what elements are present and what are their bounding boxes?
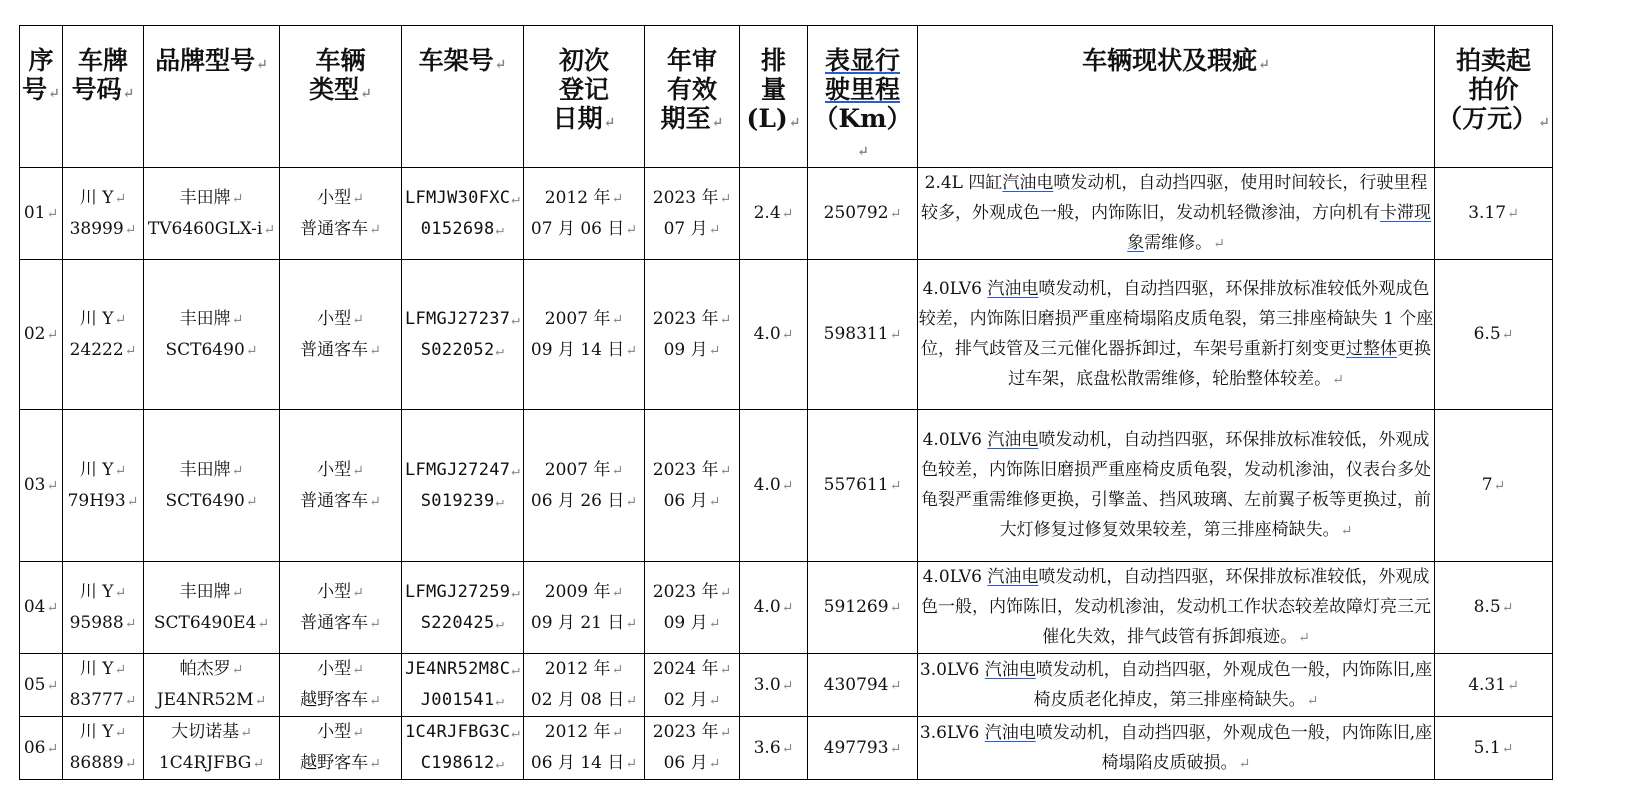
auction-vehicle-table (19, 25, 1553, 780)
paragraph-mark: ↵ (231, 190, 244, 207)
paragraph-mark: ↵ (708, 756, 721, 772)
paragraph-mark: ↵ (781, 740, 794, 757)
paragraph-mark: ↵ (245, 342, 258, 359)
cell-starting-price: 8.5↵ (1435, 562, 1553, 654)
paragraph-mark: ↵ (46, 327, 59, 343)
paragraph-mark: ↵ (124, 342, 137, 359)
paragraph-mark: ↵ (1258, 57, 1270, 73)
paragraph-mark: ↵ (240, 725, 252, 741)
paragraph-mark: ↵ (231, 584, 244, 601)
cell-vehicle-type: 小型↵ 普通客车↵ (280, 562, 402, 654)
paragraph-mark: ↵ (781, 600, 794, 616)
cell-registration-date: 2012 年↵ 02 月 08 日↵ (524, 654, 645, 717)
paragraph-mark: ↵ (511, 190, 521, 207)
cell-inspection-valid: 2023 年↵ 09 月↵ (645, 562, 740, 654)
paragraph-mark: ↵ (708, 493, 721, 510)
paragraph-mark: ↵ (360, 86, 372, 102)
cell-model: 丰田牌↵ TV6460GLX-i↵ (144, 168, 280, 260)
paragraph-mark: ↵ (495, 221, 505, 238)
paragraph-mark: ↵ (122, 86, 135, 102)
cell-condition: 3.6LV6 汽油电喷发动机，自动挡四驱，外观成色一般，内饰陈旧,座椅塌陷皮质破损。↵ (918, 717, 1435, 780)
paragraph-mark: ↵ (352, 311, 364, 328)
cell-mileage: 497793↵ (808, 717, 918, 780)
paragraph-mark: ↵ (369, 493, 381, 510)
paragraph-mark: ↵ (124, 615, 137, 632)
paragraph-mark: ↵ (231, 311, 244, 328)
header-inspection-valid: 年审 有效 期至↵ (645, 26, 740, 168)
cell-displacement: 4.0↵ (740, 410, 808, 562)
cell-inspection-valid: 2023 年↵ 09 月↵ (645, 260, 740, 410)
cell-plate: 川 Y↵ 95988↵ (63, 562, 144, 654)
underlined-term: 汽油电 (984, 722, 1036, 743)
paragraph-mark: ↵ (256, 57, 268, 73)
table-row (20, 562, 1553, 654)
paragraph-mark: ↵ (611, 462, 624, 479)
paragraph-mark: ↵ (124, 756, 137, 772)
cell-vehicle-type: 小型↵ 普通客车↵ (280, 260, 402, 410)
cell-inspection-valid: 2023 年↵ 07 月↵ (645, 168, 740, 260)
cell-plate: 川 Y↵ 83777↵ (63, 654, 144, 717)
paragraph-mark: ↵ (625, 221, 638, 238)
paragraph-mark: ↵ (114, 462, 127, 479)
header-mileage: 表显行 驶里程 （Km）↵ (808, 26, 918, 168)
paragraph-mark: ↵ (369, 756, 381, 772)
paragraph-mark: ↵ (495, 615, 505, 632)
paragraph-mark: ↵ (495, 342, 505, 359)
paragraph-mark: ↵ (352, 662, 364, 678)
paragraph-mark: ↵ (231, 462, 244, 479)
cell-plate: 川 Y↵ 86889↵ (63, 717, 144, 780)
header-plate: 车牌 号码↵ (63, 26, 144, 168)
paragraph-mark: ↵ (495, 756, 505, 772)
cell-starting-price: 6.5↵ (1435, 260, 1553, 410)
cell-model: 丰田牌↵ SCT6490E4↵ (144, 562, 280, 654)
paragraph-mark: ↵ (603, 115, 616, 131)
cell-mileage: 250792↵ (808, 168, 918, 260)
paragraph-mark: ↵ (711, 115, 724, 131)
paragraph-mark: ↵ (1340, 523, 1353, 539)
paragraph-mark: ↵ (1507, 677, 1519, 694)
paragraph-mark: ↵ (611, 725, 624, 741)
paragraph-mark: ↵ (1501, 740, 1514, 757)
cell-vin: LFMJW30FXC↵ 0152698↵ (402, 168, 524, 260)
paragraph-mark: ↵ (889, 677, 902, 694)
paragraph-mark: ↵ (611, 311, 624, 328)
paragraph-mark: ↵ (352, 584, 364, 601)
paragraph-mark: ↵ (719, 462, 732, 479)
table-row (20, 410, 1553, 562)
paragraph-mark: ↵ (708, 615, 721, 632)
paragraph-mark: ↵ (114, 190, 127, 207)
underlined-term: 汽油电 (987, 567, 1039, 587)
cell-plate: 川 Y↵ 24222↵ (63, 260, 144, 410)
paragraph-mark: ↵ (781, 206, 794, 222)
header-seq: 序 号↵ (20, 26, 63, 168)
paragraph-mark: ↵ (369, 615, 381, 632)
paragraph-mark: ↵ (511, 725, 521, 741)
paragraph-mark: ↵ (625, 693, 638, 709)
paragraph-mark: ↵ (719, 190, 732, 207)
cell-condition: 2.4L 四缸汽油电喷发动机，自动挡四驱，使用时间较长，行驶里程较多，外观成色一般，内饰陈旧，发动机轻微渗油，方向机有卡滞现象需维修。↵ (918, 168, 1435, 260)
cell-registration-date: 2009 年↵ 09 月 21 日↵ (524, 562, 645, 654)
paragraph-mark: ↵ (625, 615, 638, 632)
underlined-term: 汽油电 (987, 430, 1039, 450)
cell-model: 丰田牌↵ SCT6490↵ (144, 260, 280, 410)
cell-displacement: 3.0↵ (740, 654, 808, 717)
paragraph-mark: ↵ (625, 342, 638, 359)
paragraph-mark: ↵ (511, 662, 521, 678)
cell-condition: 4.0LV6 汽油电喷发动机，自动挡四驱，环保排放标准较低，外观成色一般，内饰陈旧，发动机渗油，发动机工作状态较差故障灯亮三元催化失效，排气歧管有拆卸痕迹。↵ (918, 562, 1435, 654)
paragraph-mark: ↵ (124, 693, 137, 709)
paragraph-mark: ↵ (708, 221, 721, 238)
paragraph-mark: ↵ (1501, 600, 1514, 616)
cell-mileage: 430794↵ (808, 654, 918, 717)
paragraph-mark: ↵ (889, 206, 902, 222)
paragraph-mark: ↵ (263, 221, 276, 238)
paragraph-mark: ↵ (495, 693, 505, 709)
cell-registration-date: 2007 年↵ 06 月 26 日↵ (524, 410, 645, 562)
cell-vin: JE4NR52M8C↵ J001541↵ (402, 654, 524, 717)
header-vehicle-type: 车辆 类型↵ (280, 26, 402, 168)
paragraph-mark: ↵ (1493, 478, 1506, 494)
paragraph-mark: ↵ (708, 342, 721, 359)
paragraph-mark: ↵ (708, 693, 721, 709)
underlined-term: 汽油电 (1002, 173, 1054, 193)
table-row (20, 260, 1553, 410)
paragraph-mark: ↵ (889, 478, 902, 494)
paragraph-mark: ↵ (46, 206, 59, 222)
paragraph-mark: ↵ (1238, 755, 1251, 772)
cell-displacement: 2.4↵ (740, 168, 808, 260)
cell-starting-price: 7↵ (1435, 410, 1553, 562)
header-model: 品牌型号↵ (144, 26, 280, 168)
paragraph-mark: ↵ (245, 493, 258, 510)
paragraph-mark: ↵ (1298, 630, 1310, 646)
paragraph-mark: ↵ (114, 584, 127, 601)
cell-vehicle-type: 小型↵ 越野客车↵ (280, 654, 402, 717)
paragraph-mark: ↵ (625, 493, 638, 510)
cell-registration-date: 2012 年↵ 06 月 14 日↵ (524, 717, 645, 780)
cell-displacement: 4.0↵ (740, 260, 808, 410)
paragraph-mark: ↵ (1332, 372, 1344, 388)
paragraph-mark: ↵ (719, 662, 732, 678)
paragraph-mark: ↵ (254, 693, 267, 709)
paragraph-mark: ↵ (231, 662, 244, 678)
cell-seq: 01↵ (20, 168, 63, 260)
cell-seq: 06↵ (20, 717, 63, 780)
paragraph-mark: ↵ (494, 57, 507, 73)
cell-mileage: 591269↵ (808, 562, 918, 654)
cell-vin: LFMGJ27259↵ S220425↵ (402, 562, 524, 654)
cell-seq: 05↵ (20, 654, 63, 717)
paragraph-mark: ↵ (1501, 327, 1514, 343)
paragraph-mark: ↵ (1507, 206, 1519, 222)
paragraph-mark: ↵ (369, 221, 381, 238)
paragraph-mark: ↵ (369, 342, 381, 359)
header-starting-price: 拍卖起 拍价 （万元）↵ (1435, 26, 1553, 168)
paragraph-mark: ↵ (611, 190, 624, 207)
paragraph-mark: ↵ (889, 740, 902, 757)
cell-displacement: 3.6↵ (740, 717, 808, 780)
paragraph-mark: ↵ (1213, 236, 1225, 252)
paragraph-mark: ↵ (46, 677, 59, 694)
cell-mileage: 557611↵ (808, 410, 918, 562)
paragraph-mark: ↵ (46, 478, 59, 494)
cell-displacement: 4.0↵ (740, 562, 808, 654)
cell-vehicle-type: 小型↵ 越野客车↵ (280, 717, 402, 780)
cell-plate: 川 Y↵ 38999↵ (63, 168, 144, 260)
paragraph-mark: ↵ (114, 311, 127, 328)
cell-inspection-valid: 2023 年↵ 06 月↵ (645, 717, 740, 780)
cell-starting-price: 4.31↵ (1435, 654, 1553, 717)
paragraph-mark: ↵ (889, 327, 902, 343)
cell-inspection-valid: 2024 年↵ 02 月↵ (645, 654, 740, 717)
paragraph-mark: ↵ (611, 584, 624, 601)
paragraph-mark: ↵ (1538, 115, 1550, 131)
cell-condition: 4.0LV6 汽油电喷发动机，自动挡四驱，环保排放标准较低，外观成色较差，内饰陈旧磨损严重座椅皮质龟裂，发动机渗油，仪表台多处龟裂严重需维修更换，引擎盖、挡风玻璃、左前翼子板等更换过，前大灯修复过修复效果较差，第三排座椅缺失。↵ (918, 410, 1435, 562)
paragraph-mark: ↵ (788, 115, 801, 131)
underlined-term: 汽油电 (984, 659, 1036, 680)
paragraph-mark: ↵ (625, 756, 638, 772)
paragraph-mark: ↵ (611, 662, 624, 678)
cell-registration-date: 2007 年↵ 09 月 14 日↵ (524, 260, 645, 410)
header-registration-date: 初次 登记 日期↵ (524, 26, 645, 168)
paragraph-mark: ↵ (511, 462, 521, 479)
paragraph-mark: ↵ (352, 462, 364, 479)
header-vin: 车架号↵ (402, 26, 524, 168)
paragraph-mark: ↵ (252, 756, 265, 772)
cell-mileage: 598311↵ (808, 260, 918, 410)
paragraph-mark: ↵ (126, 493, 139, 510)
cell-plate: 川 Y↵ 79H93↵ (63, 410, 144, 562)
paragraph-mark: ↵ (257, 615, 270, 632)
paragraph-mark: ↵ (719, 725, 732, 741)
paragraph-mark: ↵ (124, 221, 137, 238)
paragraph-mark: ↵ (352, 190, 364, 207)
paragraph-mark: ↵ (719, 584, 732, 601)
cell-seq: 04↵ (20, 562, 63, 654)
cell-condition: 3.0LV6 汽油电喷发动机，自动挡四驱，外观成色一般，内饰陈旧,座椅皮质老化掉皮，第三排座椅缺失。↵ (918, 654, 1435, 717)
paragraph-mark: ↵ (495, 493, 505, 510)
paragraph-mark: ↵ (511, 311, 521, 328)
underlined-term: 过整体 (1346, 339, 1397, 359)
header-condition: 车辆现状及瑕疵↵ (918, 26, 1435, 168)
paragraph-mark: ↵ (46, 740, 59, 757)
underlined-term: 卡滞现象 (1127, 203, 1431, 253)
paragraph-mark: ↵ (352, 725, 364, 741)
cell-vin: LFMGJ27237↵ S022052↵ (402, 260, 524, 410)
paragraph-mark: ↵ (369, 693, 381, 709)
cell-model: 帕杰罗↵ JE4NR52M↵ (144, 654, 280, 717)
cell-inspection-valid: 2023 年↵ 06 月↵ (645, 410, 740, 562)
table-row (20, 168, 1553, 260)
cell-vehicle-type: 小型↵ 普通客车↵ (280, 168, 402, 260)
paragraph-mark: ↵ (114, 662, 127, 678)
table-row (20, 717, 1553, 780)
paragraph-mark: ↵ (48, 86, 60, 102)
header-row (20, 26, 1553, 168)
paragraph-mark: ↵ (511, 584, 521, 601)
paragraph-mark: ↵ (781, 478, 794, 494)
cell-vin: LFMGJ27247↵ S019239↵ (402, 410, 524, 562)
cell-seq: 02↵ (20, 260, 63, 410)
cell-starting-price: 5.1↵ (1435, 717, 1553, 780)
paragraph-mark: ↵ (719, 311, 732, 328)
paragraph-mark: ↵ (114, 725, 127, 741)
cell-registration-date: 2012 年↵ 07 月 06 日↵ (524, 168, 645, 260)
cell-seq: 03↵ (20, 410, 63, 562)
underlined-term: 汽油电 (987, 279, 1039, 299)
paragraph-mark: ↵ (857, 144, 869, 160)
paragraph-mark: ↵ (889, 600, 902, 616)
paragraph-mark: ↵ (781, 327, 794, 343)
paragraph-mark: ↵ (1306, 692, 1319, 709)
header-displacement: 排 量 (L)↵ (740, 26, 808, 168)
cell-vehicle-type: 小型↵ 普通客车↵ (280, 410, 402, 562)
cell-condition: 4.0LV6 汽油电喷发动机，自动挡四驱，环保排放标准较低外观成色较差，内饰陈旧磨损严重座椅塌陷皮质龟裂，第三排座椅缺失 1 个座位，排气歧管及三元催化器拆卸过，车架号重新打刻变更过整体更换过车架，底盘松散需维修，轮胎整体较差。↵ (918, 260, 1435, 410)
cell-model: 丰田牌↵ SCT6490↵ (144, 410, 280, 562)
paragraph-mark: ↵ (46, 600, 59, 616)
cell-model: 大切诺基↵ 1C4RJFBG↵ (144, 717, 280, 780)
cell-starting-price: 3.17↵ (1435, 168, 1553, 260)
paragraph-mark: ↵ (781, 677, 794, 694)
cell-vin: 1C4RJFBG3C↵ C198612↵ (402, 717, 524, 780)
table-row (20, 654, 1553, 717)
